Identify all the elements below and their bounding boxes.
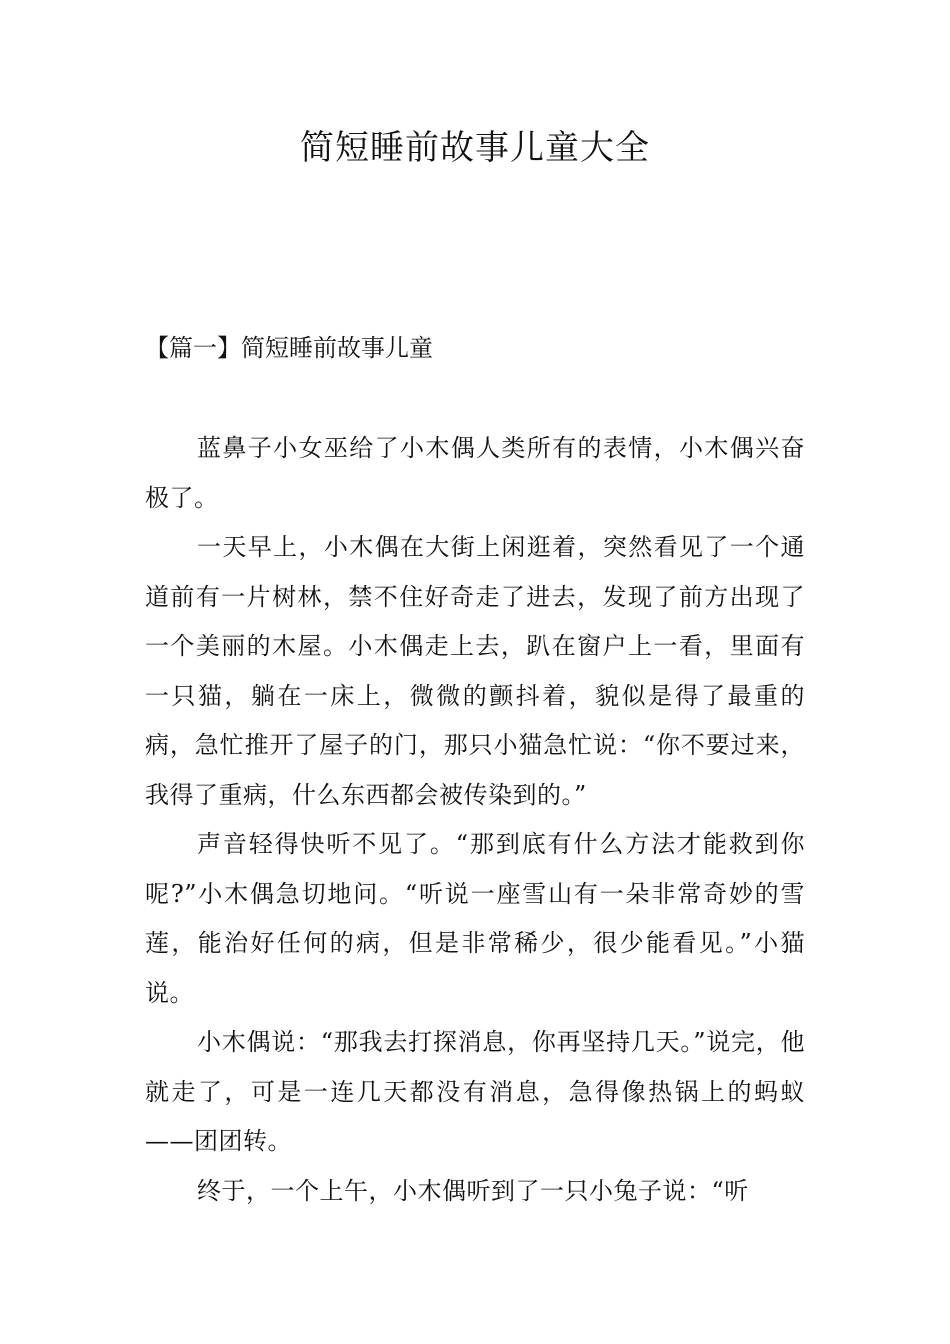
document-title: 简短睡前故事儿童大全 bbox=[300, 128, 650, 168]
paragraph: 蓝鼻子小女巫给了小木偶人类所有的表情，小木偶兴奋极了。 bbox=[145, 434, 805, 512]
story-body bbox=[145, 424, 805, 1216]
paragraph: 小木偶说：“那我去打探消息，你再坚持几天。”说完，他就走了，可是一连几天都没有消息，急得像热锅上的蚂蚁——团团转。 bbox=[145, 1028, 805, 1155]
paragraph: 一天早上，小木偶在大街上闲逛着，突然看见了一个通道前有一片树林，禁不住好奇走了进去，发现了前方出现了一个美丽的木屋。小木偶走上去，趴在窗户上一看，里面有一只猫，躺在一床上，微微的颤抖着，貌似是得了最重的病，急忙推开了屋子的门，那只小猫急忙说：“你不要过来，我得了重病，什么东西都会被传染到的。” bbox=[145, 533, 805, 809]
paragraph: 声音轻得快听不见了。“那到底有什么方法才能救到你呢?”小木偶急切地问。“听说一座雪山有一朵非常奇妙的雪莲，能治好任何的病，但是非常稀少，很少能看见。”小猫说。 bbox=[145, 830, 805, 1007]
section-heading: 【篇一】简短睡前故事儿童 bbox=[145, 334, 433, 362]
paragraph: 终于，一个上午，小木偶听到了一只小兔子说：“听 bbox=[197, 1176, 749, 1205]
